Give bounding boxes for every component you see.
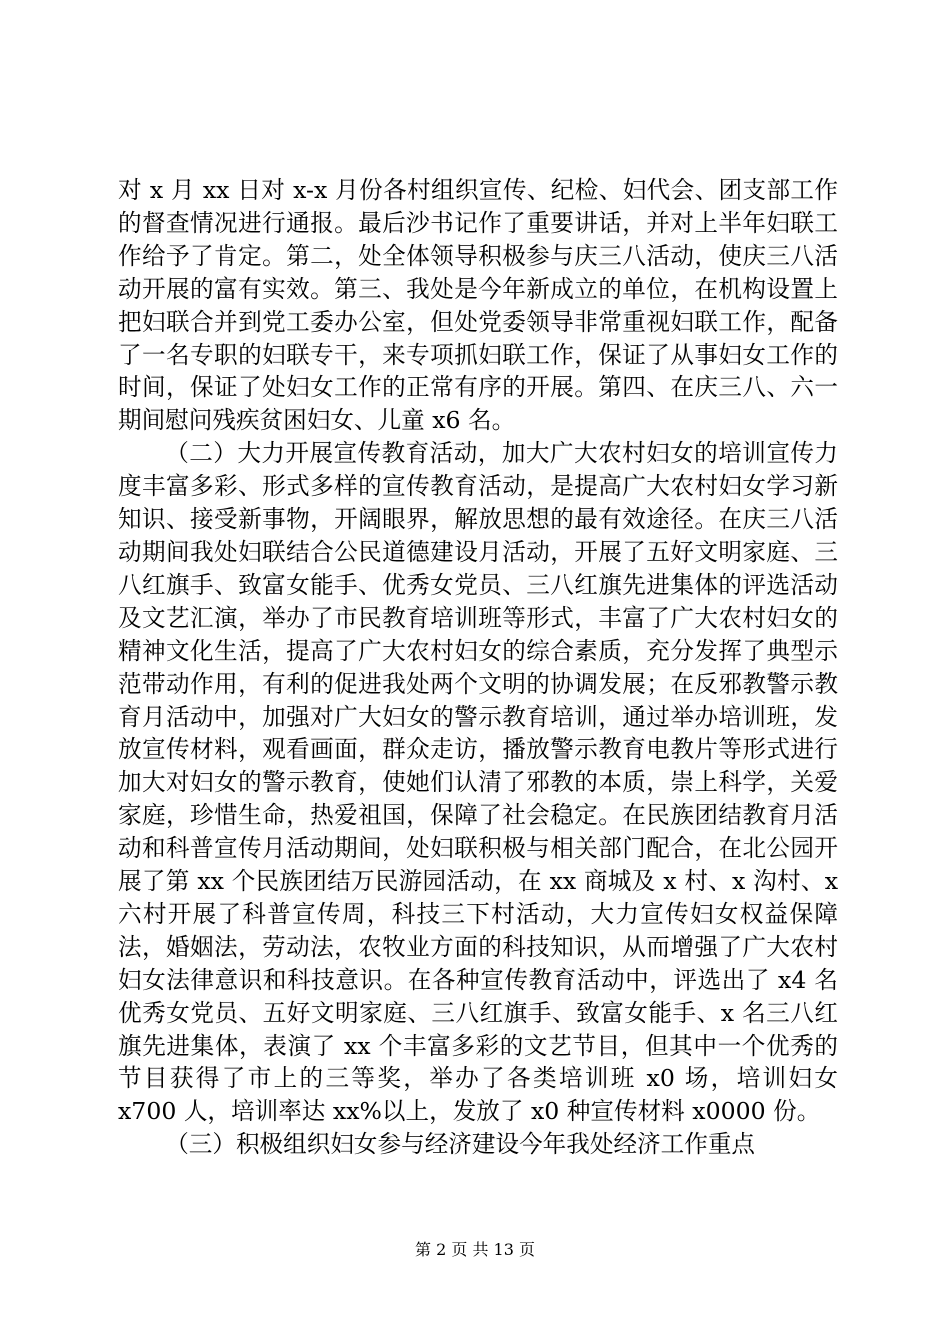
paragraph-publicity-education: （二）大力开展宣传教育活动，加大广大农村妇女的培训宣传力度丰富多彩、形式多样的宣传教育活动，是提高广大农村妇女学习新知识、接受新事物，开阔眼界，解放思想的最有效途径。在庆三八活动期间我处妇联结合公民道德建设月活动，开展了五好文明家庭、三八红旗手、致富女能手、优秀女党员、三八红旗先进集体的评选活动及文艺汇演，举办了市民教育培训班等形式，丰富了广大农村妇女的精神文化生活，提高了广大农村妇女的综合素质，充分发挥了典型示范带动作用，有利的促进我处两个文明的协调发展；在反邪教警示教育月活动中，加强对广大妇女的警示教育培训，通过举办培训班，发放宣传材料，观看画面，群众走访，播放警示教育电教片等形式进行加大对妇女的警示教育，使她们认清了邪教的本质，崇上科学，关爱家庭，珍惜生命，热爱祖国，保障了社会稳定。在民族团结教育月活动和科普宣传月活动期间，处妇联积极与相关部门配合，在北公园开展了第 xx 个民族团结万民游园活动，在 xx 商城及 x 村、x 沟村、x 六村开展了科普宣传周，科技三下村活动，大力宣传妇女权益保障法，婚姻法，劳动法，农牧业方面的科技知识，从而增强了广大农村妇女法律意识和科技意识。在各种宣传教育活动中，评选出了 x4 名优秀女党员、五好文明家庭、三八红旗手、致富女能手、x 名三八红旗先进集体，表演了 xx 个丰富多彩的文艺节目，但其中一个优秀的节目获得了市上的三等奖，举办了各类培训班 x0 场，培训妇女 x700 人，培训率达 xx%以上，发放了 x0 种宣传材料 x0000 份。: [118, 439, 838, 1126]
paragraph-continued: 对 x 月 xx 日对 x-x 月份各村组织宣传、纪检、妇代会、团支部工作的督查情况进行通报。最后沙书记作了重要讲话，并对上半年妇联工作给予了肯定。第二，处全体领导积极参与庆三八活动，使庆三八活动开展的富有实效。第三、我处是今年新成立的单位，在机构设置上把妇联合并到党工委办公室，但处党委领导非常重视妇联工作，配备了一名专职的妇联专干，来专项抓妇联工作，保证了从事妇女工作的时间，保证了处妇女工作的正常有序的开展。第四、在庆三八、六一期间慰问残疾贫困妇女、儿童 x6 名。: [118, 176, 838, 435]
document-body: [118, 174, 838, 1161]
page-number-footer: 第 2 页 共 13 页: [415, 1240, 535, 1259]
paragraph-economic-construction: （三）积极组织妇女参与经济建设今年我处经济工作重点: [165, 1130, 756, 1159]
